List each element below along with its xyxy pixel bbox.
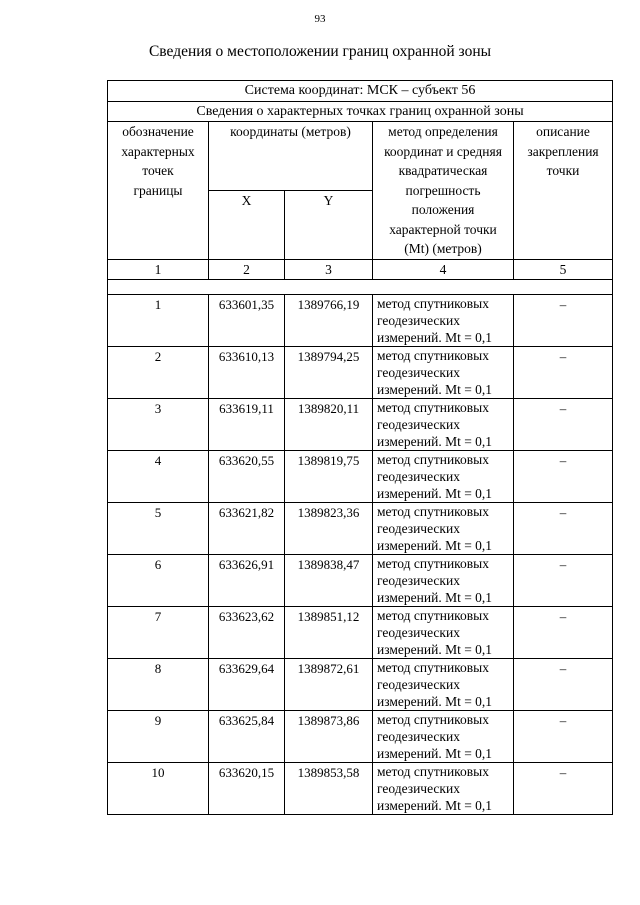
x-coordinate-cell: 633629,64	[209, 659, 285, 711]
table-row	[108, 555, 613, 607]
header-line: квадратическая	[398, 163, 488, 178]
method-line: метод спутниковых	[377, 556, 489, 571]
point-id-cell: 1	[108, 295, 209, 347]
method-line: метод спутниковых	[377, 504, 489, 519]
document-title: Сведения о местоположении границ охранной зоны	[148, 43, 492, 60]
method-line: измерений. Mt = 0,1	[377, 590, 493, 605]
header-line: описание	[536, 124, 590, 139]
header-line: точек	[142, 163, 174, 178]
method-line: измерений. Mt = 0,1	[377, 486, 493, 501]
method-line: метод спутниковых	[377, 348, 489, 363]
method-cell	[373, 555, 514, 607]
column-numbers-row	[108, 259, 613, 280]
header-line: (Mt) (метров)	[404, 241, 482, 256]
method-line: измерений. Mt = 0,1	[377, 798, 493, 813]
description-cell: –	[514, 659, 613, 711]
method-cell	[373, 607, 514, 659]
coordinate-system-cell: Система координат: МСК – субъект 56	[108, 81, 613, 102]
column-number: 2	[209, 259, 285, 280]
y-coordinate-cell: 1389823,36	[285, 503, 373, 555]
method-line: метод спутниковых	[377, 764, 489, 779]
point-id-cell: 3	[108, 399, 209, 451]
table-row	[108, 659, 613, 711]
header-row-1	[108, 122, 613, 191]
x-coordinate-cell: 633626,91	[209, 555, 285, 607]
blank-cell	[108, 280, 613, 295]
method-line: геодезических	[377, 729, 460, 744]
method-cell	[373, 451, 514, 503]
method-line: метод спутниковых	[377, 296, 489, 311]
header-description	[514, 122, 613, 260]
y-coordinate-cell: 1389873,86	[285, 711, 373, 763]
page-number: 93	[314, 13, 326, 25]
table-row	[108, 451, 613, 503]
y-coordinate-cell: 1389820,11	[285, 399, 373, 451]
method-line: метод спутниковых	[377, 660, 489, 675]
point-id-cell: 6	[108, 555, 209, 607]
method-line: геодезических	[377, 781, 460, 796]
header-line: характерных	[121, 143, 195, 159]
point-id-cell: 7	[108, 607, 209, 659]
method-cell	[373, 347, 514, 399]
description-cell: –	[514, 503, 613, 555]
method-line: геодезических	[377, 677, 460, 692]
header-x: X	[209, 190, 285, 259]
table-row	[108, 399, 613, 451]
header-line: положения	[411, 202, 475, 217]
header-line: метод определения	[388, 124, 498, 139]
point-id-cell: 4	[108, 451, 209, 503]
boundary-points-table	[107, 80, 613, 815]
method-line: измерений. Mt = 0,1	[377, 434, 493, 449]
x-coordinate-cell: 633621,82	[209, 503, 285, 555]
column-number: 3	[285, 259, 373, 280]
description-cell: –	[514, 295, 613, 347]
method-line: измерений. Mt = 0,1	[377, 746, 493, 761]
method-line: метод спутниковых	[377, 400, 489, 415]
point-id-cell: 10	[108, 763, 209, 815]
table-row	[108, 763, 613, 815]
header-y: Y	[285, 190, 373, 259]
y-coordinate-cell: 1389794,25	[285, 347, 373, 399]
table-caption-row	[108, 101, 613, 122]
method-line: геодезических	[377, 469, 460, 484]
description-cell: –	[514, 607, 613, 659]
method-cell	[373, 503, 514, 555]
table-caption-cell: Сведения о характерных точках границ охранной зоны	[108, 101, 613, 122]
point-id-cell: 9	[108, 711, 209, 763]
method-line: геодезических	[377, 625, 460, 640]
method-cell	[373, 295, 514, 347]
method-cell	[373, 763, 514, 815]
header-line: координат и средняя	[384, 143, 502, 159]
header-line: закрепления	[527, 143, 599, 159]
column-number: 5	[514, 259, 613, 280]
method-line: геодезических	[377, 573, 460, 588]
method-cell	[373, 711, 514, 763]
description-cell: –	[514, 347, 613, 399]
method-line: геодезических	[377, 417, 460, 432]
method-line: геодезических	[377, 313, 460, 328]
method-line: метод спутниковых	[377, 452, 489, 467]
x-coordinate-cell: 633619,11	[209, 399, 285, 451]
description-cell: –	[514, 399, 613, 451]
point-id-cell: 2	[108, 347, 209, 399]
method-line: геодезических	[377, 365, 460, 380]
y-coordinate-cell: 1389853,58	[285, 763, 373, 815]
header-coordinates: координаты (метров)	[209, 122, 373, 191]
description-cell: –	[514, 555, 613, 607]
point-id-cell: 5	[108, 503, 209, 555]
table-row	[108, 295, 613, 347]
blank-row	[108, 280, 613, 295]
method-line: геодезических	[377, 521, 460, 536]
header-line: обозначение	[122, 124, 194, 139]
table-row	[108, 607, 613, 659]
x-coordinate-cell: 633601,35	[209, 295, 285, 347]
method-line: метод спутниковых	[377, 712, 489, 727]
header-point-designation	[108, 122, 209, 260]
header-line: точки	[546, 163, 580, 178]
description-cell: –	[514, 711, 613, 763]
coordinate-system-row	[108, 81, 613, 102]
y-coordinate-cell: 1389838,47	[285, 555, 373, 607]
point-id-cell: 8	[108, 659, 209, 711]
method-cell	[373, 659, 514, 711]
method-line: измерений. Mt = 0,1	[377, 382, 493, 397]
x-coordinate-cell: 633623,62	[209, 607, 285, 659]
table-row	[108, 347, 613, 399]
table-row	[108, 711, 613, 763]
column-number: 1	[108, 259, 209, 280]
header-line: характерной точки	[389, 221, 497, 237]
x-coordinate-cell: 633620,55	[209, 451, 285, 503]
method-line: измерений. Mt = 0,1	[377, 642, 493, 657]
x-coordinate-cell: 633620,15	[209, 763, 285, 815]
header-method	[373, 122, 514, 260]
y-coordinate-cell: 1389766,19	[285, 295, 373, 347]
x-coordinate-cell: 633625,84	[209, 711, 285, 763]
method-line: измерений. Mt = 0,1	[377, 538, 493, 553]
y-coordinate-cell: 1389872,61	[285, 659, 373, 711]
header-line: границы	[133, 182, 183, 198]
description-cell: –	[514, 451, 613, 503]
method-cell	[373, 399, 514, 451]
method-line: измерений. Mt = 0,1	[377, 694, 493, 709]
method-line: измерений. Mt = 0,1	[377, 330, 493, 345]
header-line: погрешность	[405, 182, 481, 198]
y-coordinate-cell: 1389851,12	[285, 607, 373, 659]
description-cell: –	[514, 763, 613, 815]
column-number: 4	[373, 259, 514, 280]
table-row	[108, 503, 613, 555]
y-coordinate-cell: 1389819,75	[285, 451, 373, 503]
method-line: метод спутниковых	[377, 608, 489, 623]
x-coordinate-cell: 633610,13	[209, 347, 285, 399]
